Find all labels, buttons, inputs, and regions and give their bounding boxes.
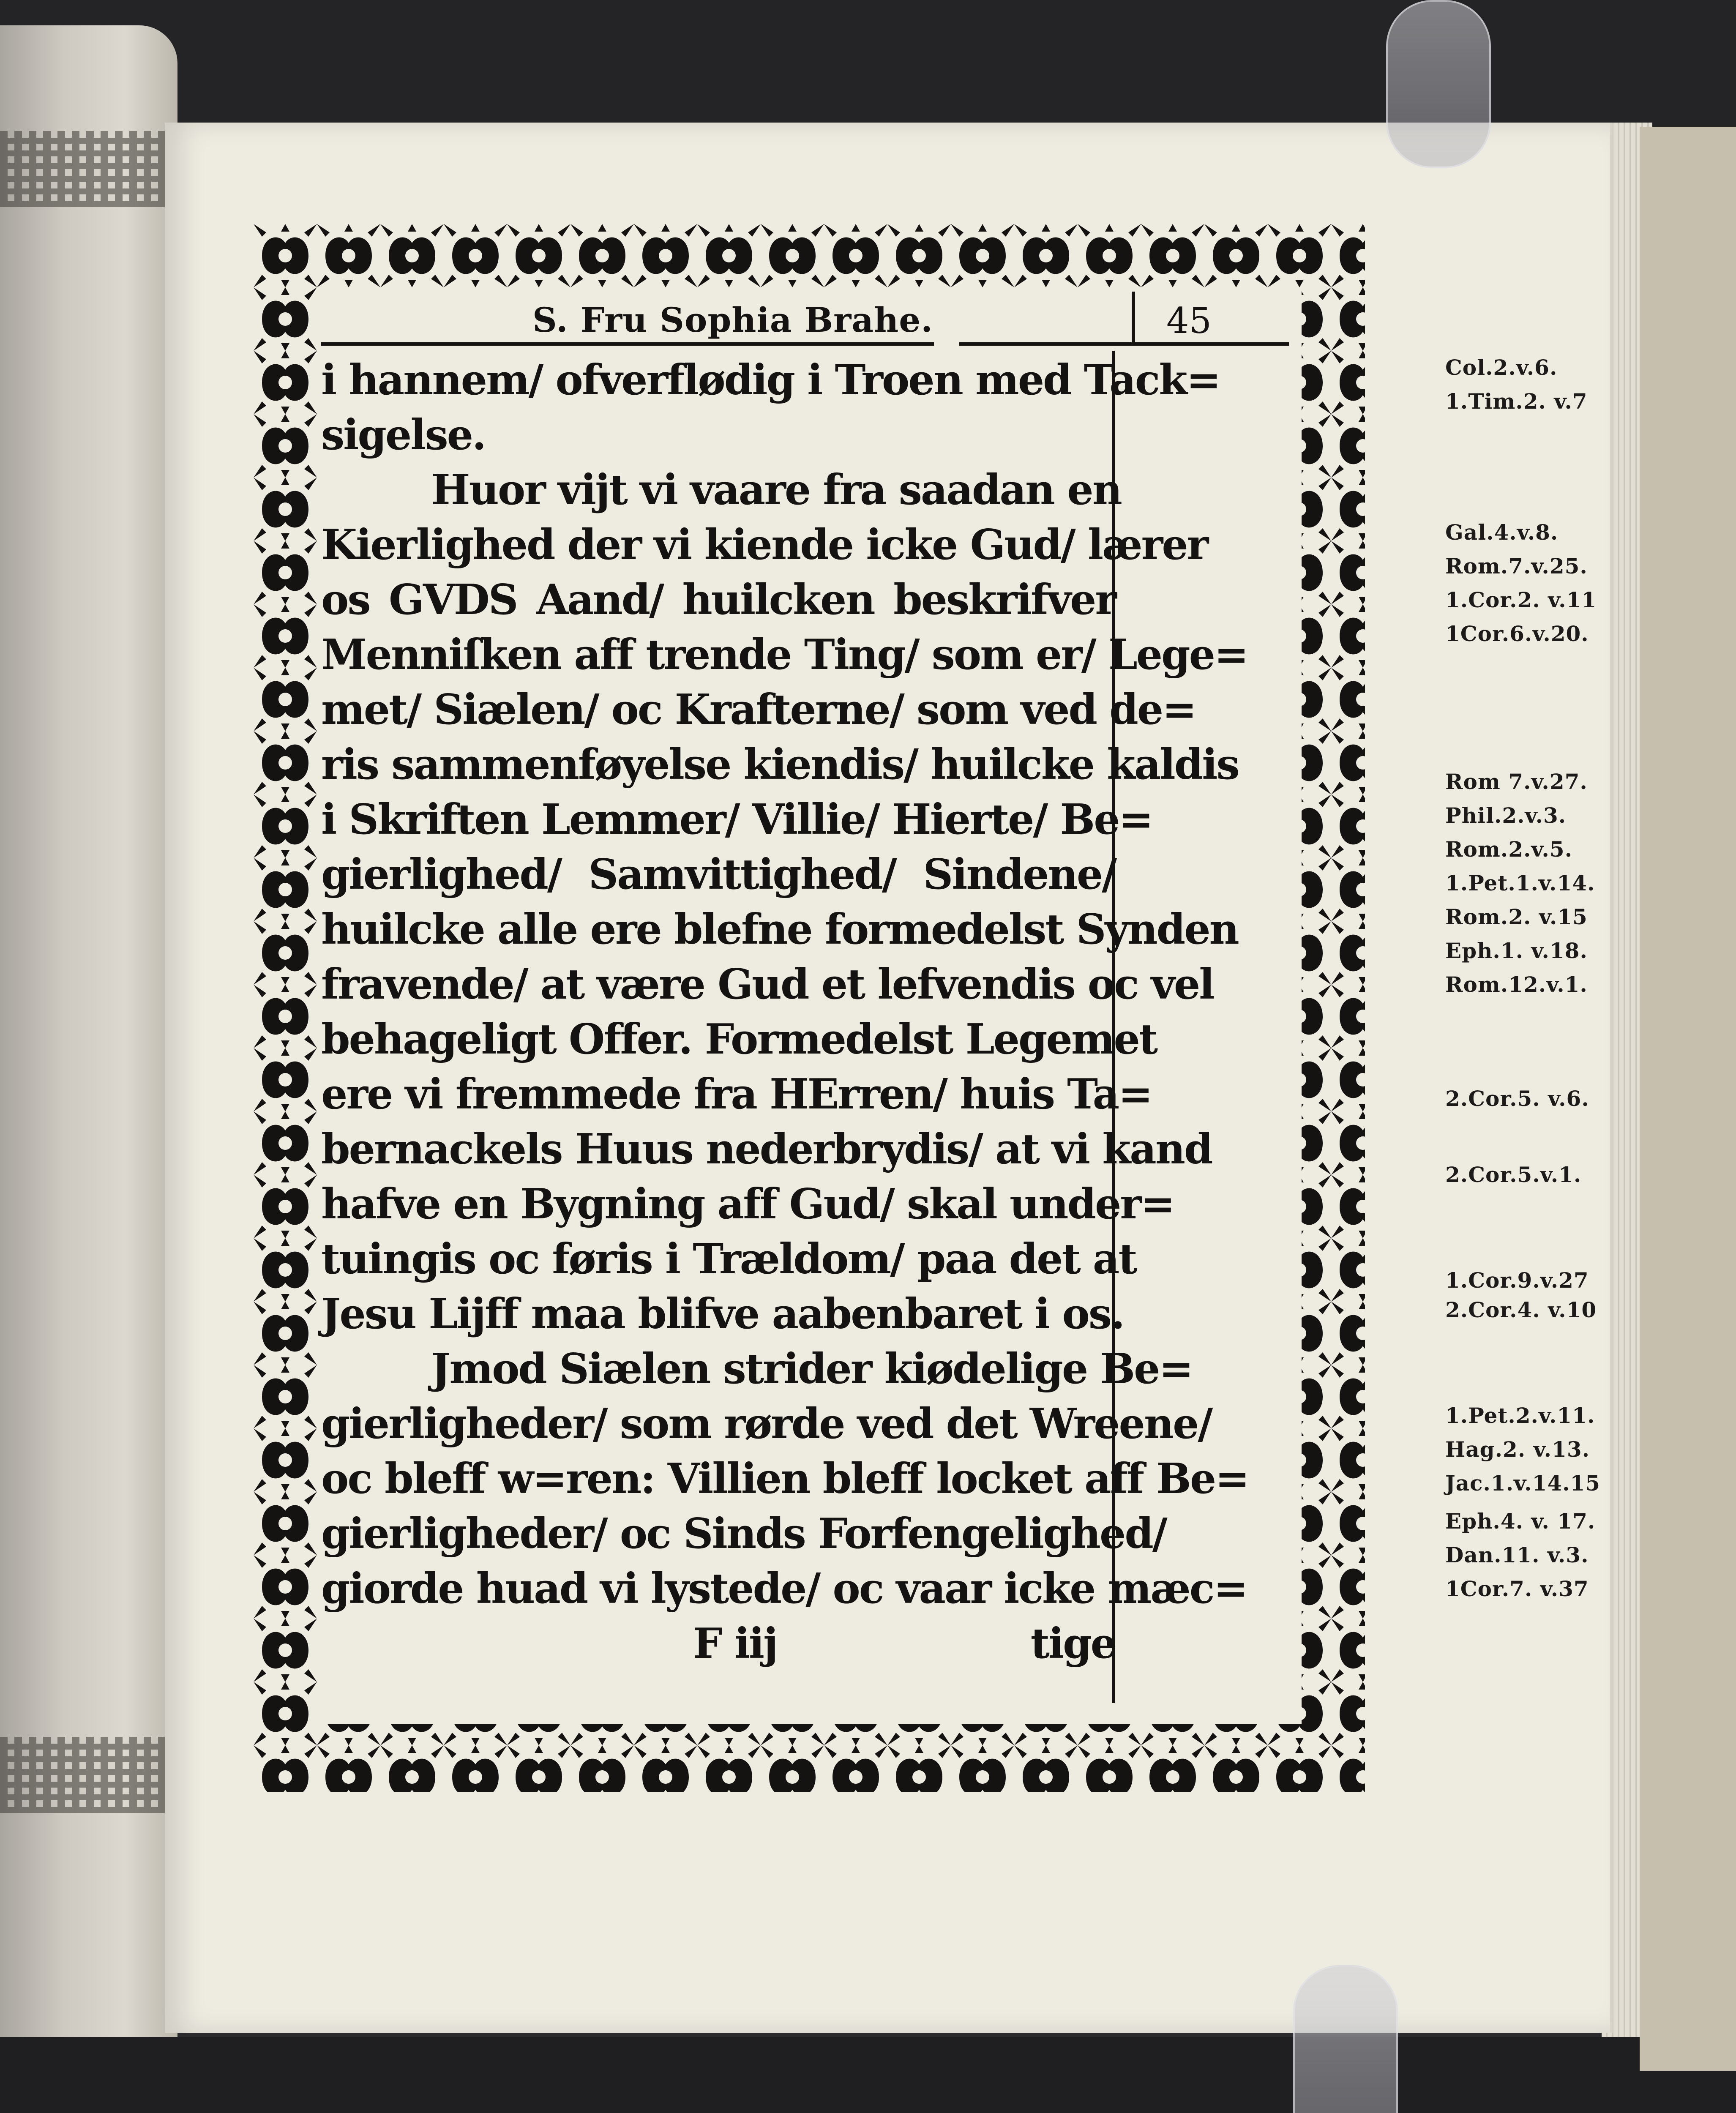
margin-note: 1.Cor.2. v.11 bbox=[1445, 587, 1597, 612]
text-line: met/ Siælen/ oc Krafterne/ som ved de= bbox=[321, 685, 1196, 734]
text-line: Menniſken aff trende Ting/ som er/ Lege= bbox=[321, 631, 1248, 679]
margin-note: Rom.7.v.25. bbox=[1445, 554, 1588, 579]
text-line: ris sammenføyelse kiendis/ huilcke kaldis bbox=[321, 740, 1239, 789]
signature-mark: F iij bbox=[693, 1619, 777, 1668]
text-line: i hannem/ ofverflødig i Troen med Tack= bbox=[321, 356, 1220, 404]
text-line: Kierlighed der vi kiende icke Gud/ lærer bbox=[321, 521, 1208, 569]
running-head-rule-right bbox=[959, 342, 1289, 346]
text-line: huilcke alle ere blefne formedelst Synden bbox=[321, 905, 1238, 954]
margin-note: Eph.1. v.18. bbox=[1445, 938, 1588, 963]
book-clip-top bbox=[1386, 0, 1491, 168]
margin-note: 2.Cor.5.v.1. bbox=[1445, 1162, 1582, 1187]
text-line: Jmod Siælen strider kiødelige Be= bbox=[431, 1345, 1193, 1393]
margin-note: Rom.2.v.5. bbox=[1445, 837, 1573, 862]
margin-note: 1.Cor.9.v.27 bbox=[1445, 1268, 1589, 1293]
margin-note: Rom.12.v.1. bbox=[1445, 972, 1588, 997]
margin-note: 1.Tim.2. v.7 bbox=[1445, 389, 1588, 414]
margin-note: 1.Pet.2.v.11. bbox=[1445, 1403, 1595, 1428]
left-page-ornament-bottom bbox=[0, 1737, 177, 1813]
margin-note: Gal.4.v.8. bbox=[1445, 520, 1559, 545]
book-clip-bottom bbox=[1293, 1965, 1398, 2113]
text-line: bernackels Huus nederbrydis/ at vi kand bbox=[321, 1125, 1212, 1174]
running-head-rule-left bbox=[321, 342, 934, 346]
text-line: tuingis oc føris i Trældom/ paa det at bbox=[321, 1235, 1136, 1283]
margin-note: 2.Cor.5. v.6. bbox=[1445, 1086, 1589, 1111]
text-line: sigelse. bbox=[321, 411, 486, 459]
text-line: giorde huad vi lystede/ oc vaar icke mæc= bbox=[321, 1564, 1247, 1613]
signature-line bbox=[321, 1614, 1116, 1673]
left-facing-page bbox=[0, 25, 177, 2037]
left-page-ornament bbox=[0, 131, 177, 207]
margin-note: Col.2.v.6. bbox=[1445, 355, 1558, 380]
text-line: i Skriften Lemmer/ Villie/ Hierte/ Be= bbox=[321, 795, 1152, 844]
text-line: gierligheder/ oc Sinds Forfengelighed/ bbox=[321, 1510, 1166, 1558]
running-head-title: S. Fru Sophia Brahe. bbox=[532, 300, 934, 340]
back-leaf bbox=[1640, 127, 1736, 2071]
catchword: tige bbox=[1030, 1619, 1116, 1668]
running-head-divider bbox=[1132, 292, 1135, 342]
running-head bbox=[321, 287, 1289, 347]
margin-note: 1Cor.6.v.20. bbox=[1445, 621, 1589, 646]
margin-note: Jac.1.v.14.15 bbox=[1445, 1471, 1601, 1496]
margin-note: Hag.2. v.13. bbox=[1445, 1437, 1590, 1462]
margin-note: Dan.11. v.3. bbox=[1445, 1542, 1589, 1567]
page-number: 45 bbox=[1166, 300, 1212, 341]
text-line: os GVDS Aand/ huilcken beskrifver bbox=[321, 576, 1116, 624]
margin-note: 1.Pet.1.v.14. bbox=[1445, 871, 1595, 895]
text-line: ere vi fremmede fra HErren/ huis Ta= bbox=[321, 1070, 1152, 1119]
text-line: oc bleff w=ren: Villien bleff locket aff Be= bbox=[321, 1455, 1249, 1503]
margin-note: Rom 7.v.27. bbox=[1445, 769, 1588, 794]
text-line: behageligt Offer. Formedelst Legemet bbox=[321, 1015, 1157, 1064]
margin-note: 1Cor.7. v.37 bbox=[1445, 1576, 1589, 1601]
background-bottom bbox=[0, 2037, 1736, 2113]
margin-note: Phil.2.v.3. bbox=[1445, 803, 1567, 828]
text-line: Jesu Lijff maa blifve aabenbaret i os. bbox=[321, 1290, 1124, 1338]
text-line: fravende/ at være Gud et lefvendis oc vel bbox=[321, 960, 1214, 1009]
margin-note: 2.Cor.4. v.10 bbox=[1445, 1297, 1597, 1322]
text-line: gierligheder/ som rørde ved det Wreene/ bbox=[321, 1400, 1212, 1448]
text-line: gierlighed/ Samvittighed/ Sindene/ bbox=[321, 850, 1116, 899]
margin-note: Rom.2. v.15 bbox=[1445, 904, 1588, 929]
text-line: hafve en Bygning aff Gud/ skal under= bbox=[321, 1180, 1174, 1228]
margin-note: Eph.4. v. 17. bbox=[1445, 1509, 1596, 1534]
text-line: Huor vijt vi vaare fra saadan en bbox=[431, 466, 1121, 514]
